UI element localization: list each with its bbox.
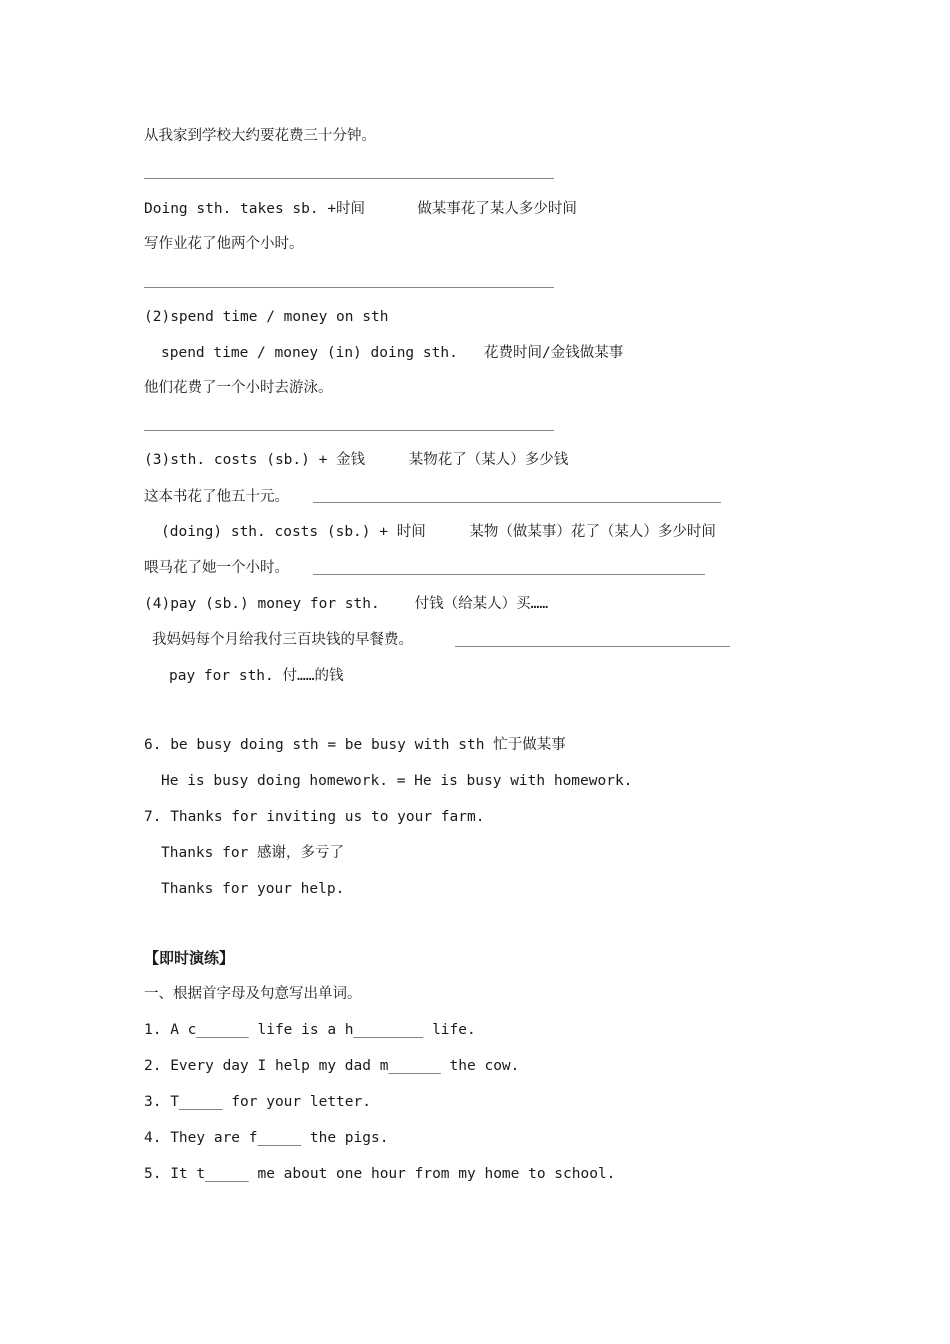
sentence-translation-prompt: 喂马花了她一个小时。 (144, 560, 289, 576)
answer-line (313, 574, 705, 575)
sentence-translation-prompt: 写作业花了他两个小时。 (144, 236, 304, 252)
example-sentence: He is busy doing homework. = He is busy with homework. (161, 773, 633, 789)
grammar-rule: Thanks for 感谢，多亏了 (161, 845, 345, 861)
grammar-rule: Doing sth. takes sb. +时间 做某事花了某人多少时间 (144, 201, 577, 217)
answer-line (144, 287, 554, 288)
answer-line (455, 646, 730, 647)
grammar-rule: (4)pay (sb.) money for sth. 付钱（给某人）买…… (144, 596, 549, 612)
sentence-translation-prompt: 这本书花了他五十元。 (144, 489, 289, 505)
grammar-point-heading: 7. Thanks for inviting us to your farm. (144, 809, 485, 825)
grammar-rule: spend time / money (in) doing sth. 花费时间/金钱做某事 (161, 345, 624, 361)
exercise-instructions: 一、根据首字母及句意写出单词。 (144, 986, 362, 1002)
sentence-translation-prompt: 我妈妈每个月给我付三百块钱的早餐费。 (152, 632, 413, 648)
grammar-rule: (2)spend time / money on sth (144, 309, 389, 325)
answer-line (144, 430, 554, 431)
answer-line (313, 502, 721, 503)
example-sentence: Thanks for your help. (161, 881, 345, 897)
grammar-point-heading: 6. be busy doing sth = be busy with sth 忙于做某事 (144, 737, 566, 753)
exercise-item: 2. Every day I help my dad m______ the cow. (144, 1058, 520, 1074)
exercise-item: 5. It t_____ me about one hour from my home to school. (144, 1166, 616, 1182)
answer-line (144, 178, 554, 179)
sentence-translation-prompt: 从我家到学校大约要花费三十分钟。 (144, 128, 376, 144)
grammar-rule: pay for sth. 付……的钱 (169, 668, 344, 684)
grammar-rule: (doing) sth. costs (sb.) + 时间 某物（做某事）花了（某人）多少时间 (161, 524, 716, 540)
section-title: 【即时演练】 (144, 949, 235, 967)
grammar-rule: (3)sth. costs (sb.) + 金钱 某物花了（某人）多少钱 (144, 452, 569, 468)
exercise-item: 1. A c______ life is a h________ life. (144, 1022, 476, 1038)
exercise-item: 4. They are f_____ the pigs. (144, 1130, 389, 1146)
sentence-translation-prompt: 他们花费了一个小时去游泳。 (144, 380, 333, 396)
exercise-item: 3. T_____ for your letter. (144, 1094, 371, 1110)
